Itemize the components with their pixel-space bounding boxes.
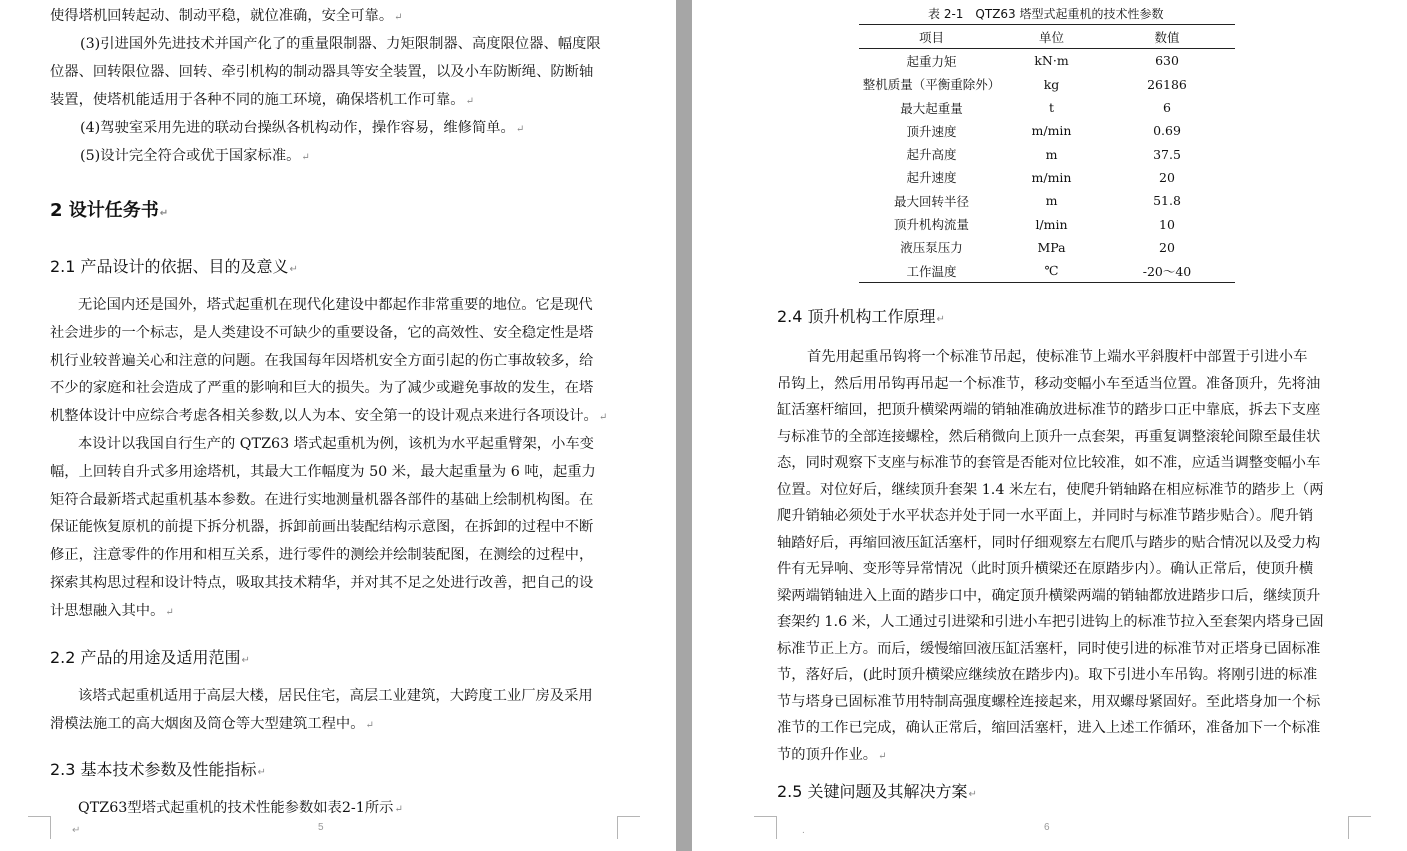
body-line [50, 320, 593, 348]
cell-text: 起升高度 [906, 147, 957, 163]
body-line [50, 59, 593, 87]
paragraph-mark: ↵ [301, 152, 310, 163]
cell-text: m [1045, 146, 1058, 162]
paragraph-mark: ↵ [365, 719, 374, 731]
paragraph-mark: ↵ [241, 655, 250, 666]
body-line-text: 态，同时观察下支座与标准节的套管是否能对位比较准，如不准，应适当调整变幅小车 [777, 455, 1321, 471]
subsection-heading-text: 2.2 产品的用途及适用范围 [50, 648, 241, 667]
body-line [50, 87, 474, 116]
cell-text: 起重力矩 [906, 53, 957, 69]
cell-unit [1004, 259, 1099, 283]
paragraph-mark: ↵ [394, 12, 403, 23]
body-line [807, 344, 1307, 372]
document-page-6 [692, 0, 1407, 851]
table-row [859, 212, 1235, 235]
paragraph-mark: ↵ [878, 750, 887, 762]
cell-value [1099, 49, 1235, 73]
body-line-text: 该塔式起重机适用于高层大楼，居民住宅，高层工业建筑，大跨度工业厂房及采用 [78, 688, 593, 704]
body-line-text: 矩符合最新塔式起重机基本参数。在进行实地测量机器各部件的基础上绘制机构图。在 [50, 491, 594, 508]
paragraph-mark: ↵ [159, 208, 169, 219]
cell-text: m/min [1031, 169, 1072, 185]
subsection-heading-text: 2.4 顶升机构工作原理 [777, 307, 936, 326]
cell-unit [1004, 73, 1099, 96]
cell-text: l/min [1035, 216, 1068, 232]
cell-text: 0.69 [1153, 123, 1181, 139]
cell-value [1099, 119, 1235, 142]
page-number: 6 [1044, 822, 1050, 833]
paragraph-mark: ↵ [465, 96, 474, 107]
body-line [50, 3, 403, 32]
cell-value [1099, 236, 1235, 259]
cell-text: 最大起重量 [900, 100, 963, 116]
subsection-heading-text: 2.3 基本技术参数及性能指标 [50, 760, 257, 779]
cell-text: 最大回转半径 [893, 193, 969, 209]
cell-item [859, 142, 1004, 165]
paragraph-mark: ↵ [72, 825, 81, 836]
cell-unit [1004, 49, 1099, 73]
cell-unit [1004, 166, 1099, 189]
body-line-text: 梁两端销轴进入上面的踏步口中，确定顶升横梁两端的销轴都放进踏步口后，继续顶升 [777, 587, 1321, 604]
cell-text: 26186 [1147, 76, 1187, 92]
body-line [50, 598, 174, 627]
table-row [859, 236, 1235, 259]
table-row [859, 49, 1235, 73]
body-line [50, 375, 593, 403]
cell-text: -20～40 [1142, 263, 1192, 279]
section-heading [50, 196, 168, 222]
cell-unit [1004, 119, 1099, 142]
subsection-heading [50, 254, 298, 277]
paragraph-mark: ↵ [257, 767, 266, 778]
cell-text: t [1048, 100, 1055, 116]
body-line [50, 487, 593, 515]
body-line-text: 轴踏好后，再缩回液压缸活塞杆，同时仔细观察左右爬爪与踏步的贴合情况以及受力构 [777, 534, 1321, 551]
body-line [777, 530, 1320, 558]
paragraph-mark: ↵ [289, 264, 298, 275]
cell-text: 顶升速度 [906, 123, 957, 139]
cell-text: 液压泵压力 [900, 240, 963, 256]
body-line [50, 570, 593, 598]
page-number: 5 [318, 822, 324, 833]
body-line-text: 本设计以我国自行生产的 QTZ63 塔式起重机为例，该机为水平起重臂架，小车变 [78, 436, 594, 452]
cell-unit [1004, 96, 1099, 119]
cell-text: kg [1043, 76, 1060, 92]
cell-text: 20 [1159, 169, 1175, 185]
cell-item [859, 236, 1004, 259]
cell-value [1099, 166, 1235, 189]
body-line-text: (5)设计完全符合或优于国家标准。 [80, 148, 301, 164]
paragraph-mark: ↵ [394, 804, 403, 815]
cell-text: 起升速度 [906, 170, 957, 186]
body-line-text: 不少的家庭和社会造成了严重的影响和巨大的损失。为了减少或避免事故的发生，在塔 [50, 380, 594, 397]
body-line [78, 292, 593, 320]
crop-mark-bottom-right [617, 816, 640, 839]
header-item: 项目 [859, 25, 1004, 49]
paragraph-mark: ↵ [968, 789, 977, 800]
body-line-text: (3)引进国外先进技术并国产化了的重量限制器、力矩限制器、高度限位器、幅度限 [80, 36, 601, 52]
body-line-text: 吊钩上，然后用吊钩再吊起一个标准节，移动变幅小车至适当位置。准备顶升，先将油 [777, 375, 1321, 392]
body-line-text: 节，落好后，(此时顶升横梁应继续放在踏步内)。取下引进小车吊钩。将刚引进的标准 [777, 667, 1318, 683]
table-header-row [859, 25, 1235, 49]
body-line-text: 爬升销轴必须处于水平状态并处于同一水平面上，并同时与标准节踏步贴合）。爬升销 [777, 508, 1314, 524]
table-row [859, 189, 1235, 212]
header-value: 数值 [1099, 25, 1235, 49]
cell-text: 整机质量（平衡重除外） [862, 77, 1001, 93]
body-line [50, 514, 593, 542]
table-caption: 表 2-1 QTZ63 塔型式起重机的技术性参数 [928, 7, 1164, 21]
body-line-text: 修正，注意零件的作用和相互关系，进行零件的测绘并绘制装配图，在测绘的过程中， [50, 547, 594, 564]
cell-text: 工作温度 [906, 263, 957, 279]
body-line [78, 683, 593, 711]
cell-item [859, 96, 1004, 119]
body-line [80, 115, 524, 144]
body-line [777, 424, 1320, 452]
cell-item [859, 212, 1004, 235]
cell-unit [1004, 142, 1099, 165]
body-line [80, 31, 601, 59]
body-line [78, 431, 594, 459]
body-line [777, 742, 886, 771]
body-line [777, 397, 1320, 425]
cell-item [859, 49, 1004, 73]
cell-text: kN·m [1034, 53, 1069, 69]
body-line [777, 715, 1320, 743]
table-row [859, 119, 1235, 142]
cell-text: ℃ [1044, 263, 1059, 279]
body-line-text: 位器、回转限位器、回转、牵引机构的制动器具等安全装置，以及小车防断绳、防断轴 [50, 64, 594, 80]
body-line-text: 滑模法施工的高大烟囱及筒仓等大型建筑工程中。 [50, 715, 365, 732]
body-line-text: 件有无异响、变形等异常情况（此时顶升横梁还在原踏步内）。确认正常后，使顶升横 [777, 561, 1314, 577]
body-line-text: 位置。对位好后，继续顶升套架 1.4 米左右，使爬升销轴路在相应标准节的踏步上（两 [777, 481, 1324, 498]
body-line [777, 477, 1324, 505]
cell-value [1099, 96, 1235, 119]
cell-unit [1004, 236, 1099, 259]
cell-text: 顶升机构流量 [893, 217, 969, 233]
body-line [777, 556, 1313, 584]
cell-text: 20 [1159, 239, 1175, 255]
body-line-text: 节的顶升作业。 [777, 746, 878, 763]
body-line-text: 探索其构思过程和设计特点，吸取其技术精华，并对其不足之处进行改善，把自己的设 [50, 575, 594, 591]
subsection-heading [50, 645, 250, 668]
subsection-heading [777, 779, 977, 802]
spec-table [859, 24, 1235, 283]
cell-item [859, 119, 1004, 142]
body-line-text: 机行业较普遍关心和注意的问题。在我国每年因塔机安全方面引起的伤亡事故较多，给 [50, 352, 594, 369]
cell-text: MPa [1037, 239, 1066, 255]
cell-item [859, 259, 1004, 283]
paragraph-mark: . [802, 825, 805, 836]
body-line [50, 348, 593, 376]
cell-text: m [1045, 193, 1058, 209]
body-line-text: 准节的工作已完成，确认正常后，缩回活塞杆，进入上述工作循环，准备加下一个标准 [777, 720, 1321, 736]
cell-value [1099, 212, 1235, 235]
body-line-text: 首先用起重吊钩将一个标准节吊起，使标准节上端水平斜腹杆中部置于引进小车 [807, 349, 1308, 365]
body-line-text: 计思想融入其中。 [50, 602, 165, 619]
body-line-text: 无论国内还是国外，塔式起重机在现代化建设中都起作非常重要的地位。它是现代 [78, 297, 593, 313]
body-line [777, 583, 1320, 611]
body-line-text: 幅，上回转自升式多用途塔机，其最大工作幅度为 50 米，最大起重量为 6 吨，起重力 [50, 463, 596, 480]
body-line [777, 636, 1320, 664]
body-line-text: 与标准节的全部连接螺栓，然后稍微向上顶升一点套架，再重复调整滚轮间隙至最佳状 [777, 428, 1321, 445]
cell-text: 6 [1163, 100, 1171, 116]
document-page-5 [0, 0, 676, 851]
subsection-heading [50, 757, 266, 780]
paragraph-mark: ↵ [515, 124, 525, 135]
paragraph-mark: ↵ [598, 412, 608, 424]
body-line [777, 689, 1320, 717]
body-line-text: 节与塔身已固标准节用特制高强度螺栓连接起来，用双螺母紧固好。至此塔身加一个标 [777, 693, 1321, 710]
body-line-text: (4)驾驶室采用先进的联动台操纵各机构动作，操作容易，维修简单。 [80, 120, 515, 136]
body-line [777, 450, 1320, 478]
body-line [777, 609, 1324, 637]
crop-mark-bottom-left [28, 816, 51, 839]
body-line-text: 缸活塞杆缩回，把顶升横梁两端的销轴准确放进标准节的踏步口正中靠底，拆去下支座 [777, 402, 1321, 418]
cell-text: 10 [1159, 216, 1175, 232]
body-line [78, 795, 403, 824]
body-line [50, 542, 593, 570]
body-line-text: 装置，使塔机能适用于各种不同的施工环境，确保塔机工作可靠。 [50, 92, 465, 108]
table-row [859, 166, 1235, 189]
paragraph-mark: ↵ [165, 606, 174, 618]
body-line-text: QTZ63型塔式起重机的技术性能参数如表2-1所示 [78, 800, 394, 816]
cell-text: 51.8 [1153, 193, 1181, 209]
cell-unit [1004, 189, 1099, 212]
table-row [859, 73, 1235, 96]
body-line-text: 标准节正上方。而后，缓慢缩回液压缸活塞杆，同时使引进的标准节对正塔身已固标准 [777, 640, 1321, 657]
cell-unit [1004, 212, 1099, 235]
cell-value [1099, 259, 1235, 283]
body-line-text: 社会进步的一个标志，是人类建设不可缺少的重要设备，它的高效性、安全稳定性是塔 [50, 324, 594, 341]
cell-value [1099, 189, 1235, 212]
body-line [777, 503, 1313, 531]
body-line [50, 459, 596, 487]
body-line [50, 403, 607, 432]
body-line-text: 使得塔机回转起动、制动平稳，就位准确，安全可靠。 [50, 8, 394, 24]
table-row [859, 259, 1235, 283]
section-heading-text: 2 设计任务书 [50, 200, 159, 221]
crop-mark-bottom-left [754, 816, 777, 839]
body-line [80, 143, 310, 172]
cell-text: 630 [1155, 53, 1179, 69]
body-line-text: 保证能恢复原机的前提下拆分机器，拆卸前画出装配结构示意图，在拆卸的过程中不断 [50, 519, 594, 536]
cell-text: 37.5 [1153, 146, 1181, 162]
body-line [777, 371, 1320, 399]
body-line-text: 机整体设计中应综合考虑各相关参数,以人为本、安全第一的设计观点来进行各项设计。 [50, 408, 598, 425]
table-row [859, 142, 1235, 165]
cell-value [1099, 142, 1235, 165]
subsection-heading-text: 2.1 产品设计的依据、目的及意义 [50, 257, 289, 276]
cell-item [859, 189, 1004, 212]
subsection-heading [777, 304, 945, 327]
table-row [859, 96, 1235, 119]
crop-mark-bottom-right [1348, 816, 1371, 839]
cell-text: m/min [1031, 123, 1072, 139]
body-line [50, 711, 374, 740]
body-line-text: 套架约 1.6 米，人工通过引进梁和引进小车把引进钩上的标准节拉入至套架内塔身已固 [777, 614, 1324, 630]
cell-item [859, 166, 1004, 189]
paragraph-mark: ↵ [936, 314, 945, 325]
subsection-heading-text: 2.5 关键问题及其解决方案 [777, 782, 968, 801]
cell-item [859, 73, 1004, 96]
body-line [777, 662, 1317, 690]
header-unit: 单位 [1004, 25, 1099, 49]
cell-value [1099, 73, 1235, 96]
